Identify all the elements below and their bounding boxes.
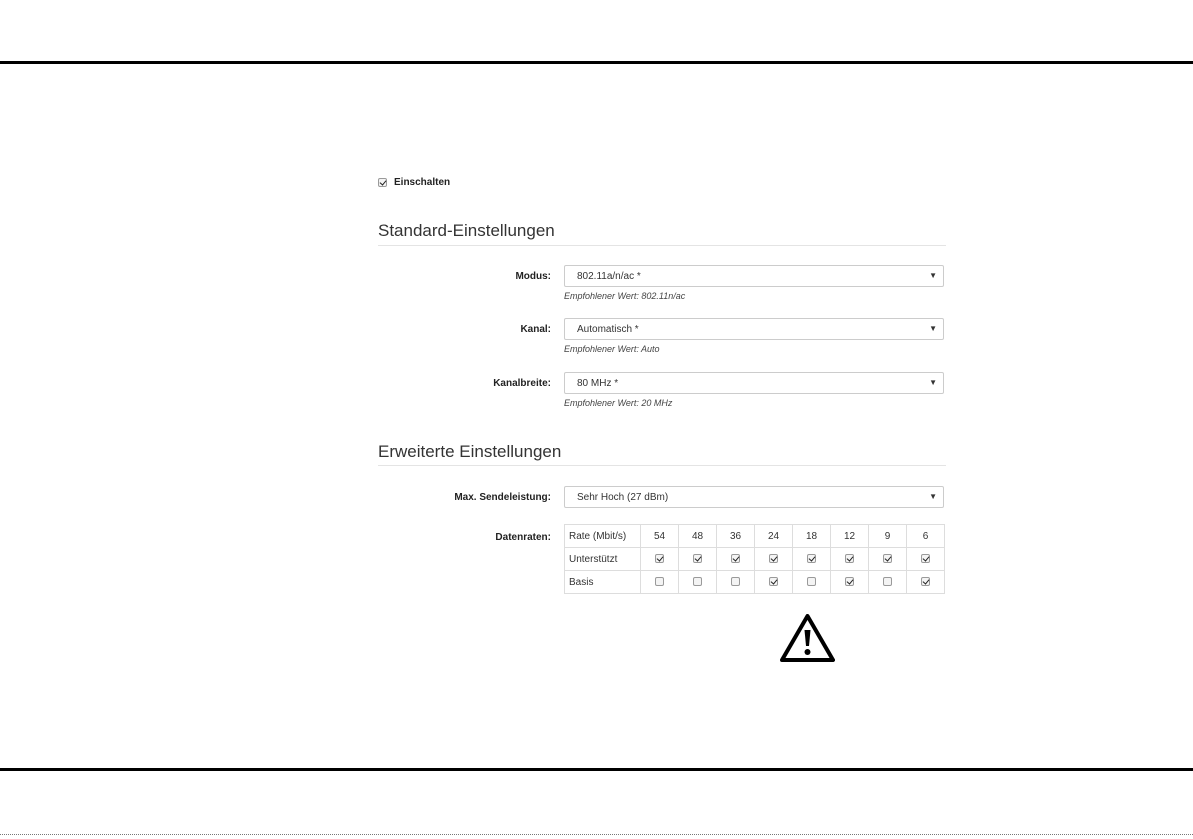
supported-rate-checkbox[interactable] [693,554,702,563]
supported-rate-cell [641,548,679,571]
basic-rate-cell [869,571,907,594]
caret-down-icon: ▼ [929,324,937,333]
basic-rate-checkbox[interactable] [845,577,854,586]
supported-rate-checkbox[interactable] [769,554,778,563]
power-select[interactable] [564,486,944,508]
basic-rate-checkbox[interactable] [731,577,740,586]
mode-select-value: 802.11a/n/ac * [577,271,641,282]
caret-down-icon: ▼ [929,271,937,280]
basic-rate-checkbox[interactable] [921,577,930,586]
basic-rate-cell [793,571,831,594]
basic-label: Basis [565,571,641,594]
basic-rate-checkbox[interactable] [807,577,816,586]
mode-label: Modus: [515,271,551,282]
rate-cell: 12 [831,525,869,548]
supported-rate-cell [717,548,755,571]
rates-header-row [565,525,945,548]
standard-settings-divider [378,245,946,246]
rate-cell: 54 [641,525,679,548]
supported-rate-checkbox[interactable] [845,554,854,563]
power-select-value: Sehr Hoch (27 dBm) [577,492,669,503]
datarates-table [564,524,945,594]
rate-cell: 9 [869,525,907,548]
power-label: Max. Sendeleistung: [454,492,551,503]
enable-label: Einschalten [394,176,451,188]
datarates-label: Datenraten: [495,532,551,543]
bandwidth-label: Kanalbreite: [493,378,551,389]
basic-rate-cell [755,571,793,594]
rate-cell: 48 [679,525,717,548]
supported-rate-cell [793,548,831,571]
channel-select-value: Automatisch * [577,324,639,335]
supported-rate-checkbox[interactable] [731,554,740,563]
basic-rate-cell [907,571,945,594]
channel-label: Kanal: [520,324,551,335]
bandwidth-hint: Empfohlener Wert: 20 MHz [564,398,673,408]
basic-rate-checkbox[interactable] [655,577,664,586]
enable-checkbox[interactable] [378,178,387,187]
rate-cell: 18 [793,525,831,548]
supported-label: Unterstützt [565,548,641,571]
bandwidth-select[interactable] [564,372,944,394]
bottom-dotted-line [0,834,1193,835]
supported-row [565,548,945,571]
advanced-settings-divider [378,465,946,466]
standard-settings-title: Standard-Einstellungen [378,221,555,240]
enable-row [378,176,450,188]
caret-down-icon: ▼ [929,492,937,501]
basic-rate-checkbox[interactable] [883,577,892,586]
mode-select[interactable] [564,265,944,287]
basic-rate-cell [679,571,717,594]
rate-cell: 36 [717,525,755,548]
basic-row [565,571,945,594]
advanced-settings-title: Erweiterte Einstellungen [378,442,562,461]
supported-rate-checkbox[interactable] [807,554,816,563]
channel-hint: Empfohlener Wert: Auto [564,344,660,354]
top-rule [0,61,1193,64]
caret-down-icon: ▼ [929,378,937,387]
bandwidth-select-value: 80 MHz * [577,378,619,389]
supported-rate-cell [831,548,869,571]
basic-rate-cell [717,571,755,594]
bottom-rule [0,768,1193,771]
supported-rate-checkbox[interactable] [655,554,664,563]
supported-rate-cell [869,548,907,571]
supported-rate-cell [679,548,717,571]
basic-rate-checkbox[interactable] [769,577,778,586]
channel-select[interactable] [564,318,944,340]
rate-cell: 6 [907,525,945,548]
supported-rate-cell [907,548,945,571]
supported-rate-cell [755,548,793,571]
rate-cell: 24 [755,525,793,548]
supported-rate-checkbox[interactable] [921,554,930,563]
basic-rate-cell [831,571,869,594]
warning-triangle-icon [780,614,835,662]
mode-hint: Empfohlener Wert: 802.11n/ac [564,291,686,301]
basic-rate-cell [641,571,679,594]
supported-rate-checkbox[interactable] [883,554,892,563]
rates-header-label: Rate (Mbit/s) [565,525,641,548]
basic-rate-checkbox[interactable] [693,577,702,586]
